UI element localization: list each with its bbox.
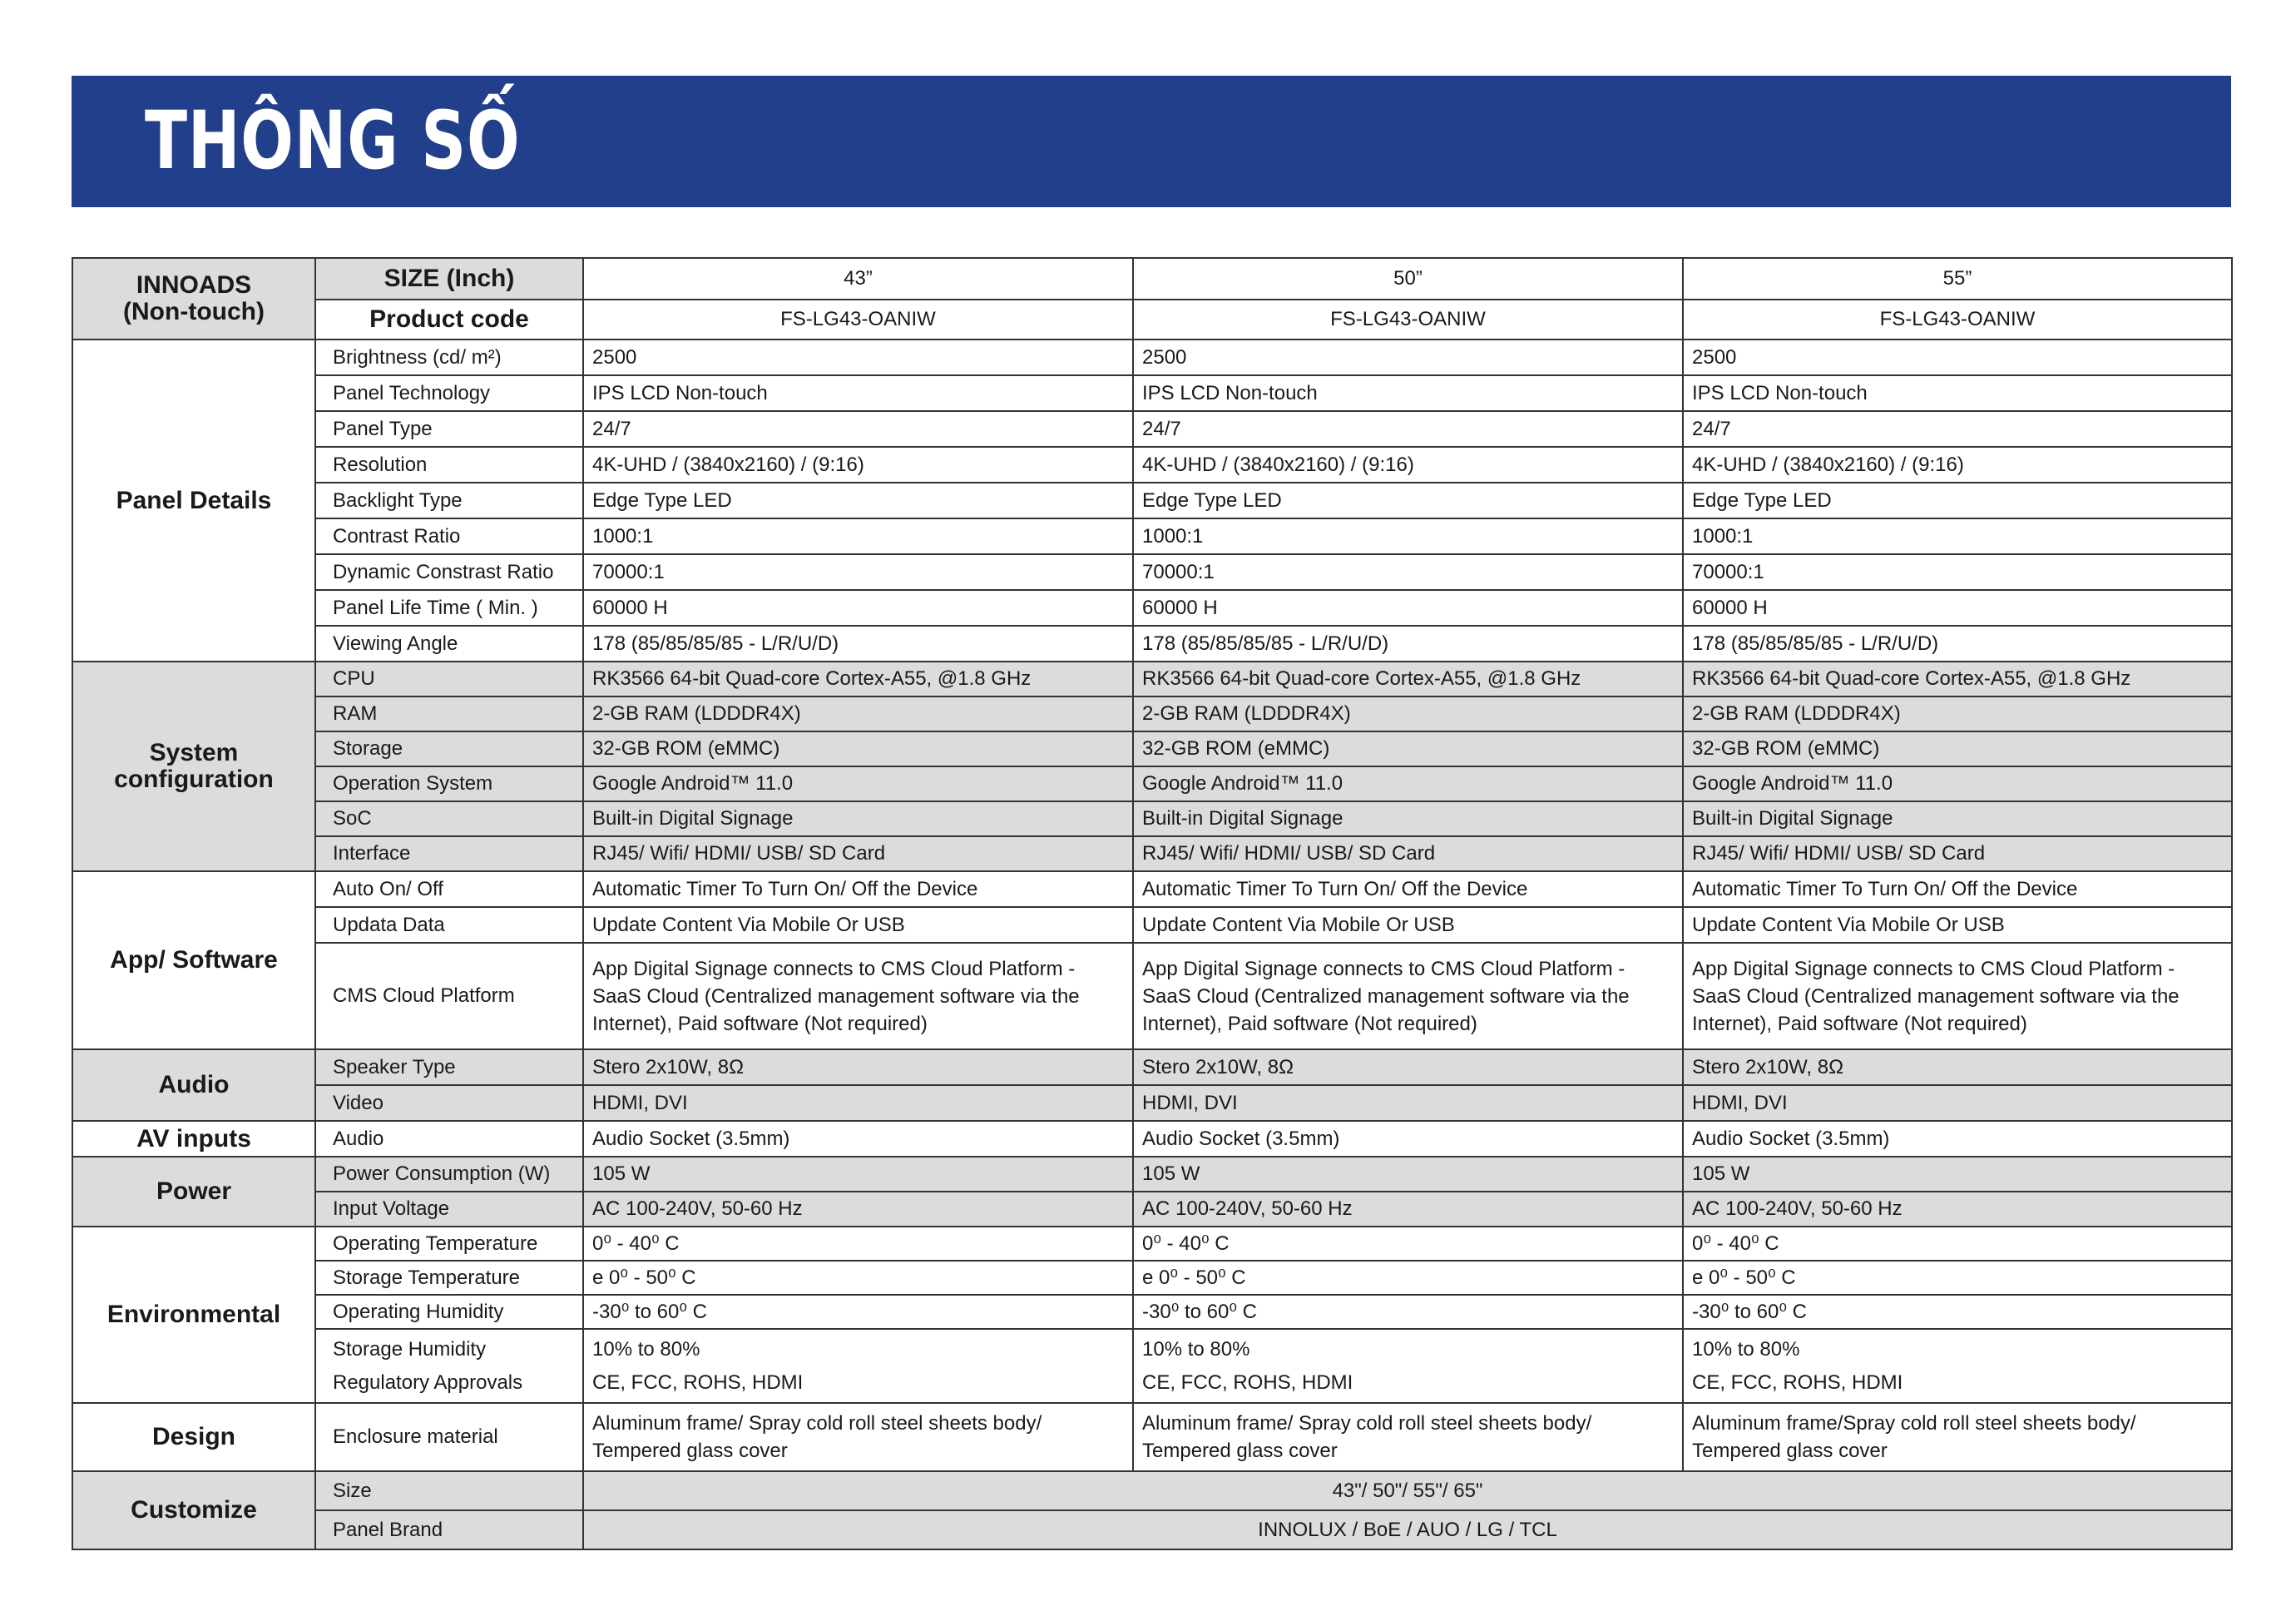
cell-value: 1000:1 (1133, 518, 1683, 554)
cell-value: 105 W (1683, 1157, 2232, 1192)
row-label: Speaker Type (315, 1049, 583, 1085)
cell-value: 43"/ 50"/ 55"/ 65" (583, 1471, 2232, 1510)
row-label-pair (315, 1329, 583, 1403)
row-label: Panel Technology (315, 375, 583, 411)
row-label: Input Voltage (315, 1192, 583, 1227)
cell-value: IPS LCD Non-touch (1683, 375, 2232, 411)
cell-value: 32-GB ROM (eMMC) (583, 731, 1133, 766)
cell-value: RJ45/ Wifi/ HDMI/ USB/ SD Card (1133, 836, 1683, 871)
cell-value: RK3566 64-bit Quad-core Cortex-A55, @1.8 GHz (583, 662, 1133, 696)
cell-value: e 0⁰ - 50⁰ C (583, 1261, 1133, 1295)
brand-subtitle: (Non-touch) (123, 298, 265, 325)
cell-value: 70000:1 (583, 554, 1133, 590)
group-audio: Audio (72, 1049, 315, 1121)
cell-value: RK3566 64-bit Quad-core Cortex-A55, @1.8 GHz (1133, 662, 1683, 696)
cell-value: -30⁰ to 60⁰ C (1683, 1295, 2232, 1329)
cell-value: Stero 2x10W, 8Ω (583, 1049, 1133, 1085)
cell-value: 32-GB ROM (eMMC) (1133, 731, 1683, 766)
cell-value: 0⁰ - 40⁰ C (1133, 1227, 1683, 1261)
cell-value: INNOLUX / BoE / AUO / LG / TCL (583, 1510, 2232, 1549)
row-label: Regulatory Approvals (333, 1371, 523, 1394)
table-row (72, 340, 2232, 375)
cell-value: HDMI, DVI (1133, 1085, 1683, 1121)
row-label: Operation System (315, 766, 583, 801)
cell-value: RK3566 64-bit Quad-core Cortex-A55, @1.8 GHz (1683, 662, 2232, 696)
group-customize: Customize (72, 1471, 315, 1549)
table-row (72, 1295, 2232, 1329)
cell-value: CE, FCC, ROHS, HDMI (1692, 1371, 1903, 1394)
cell-value: CE, FCC, ROHS, HDMI (1142, 1371, 1353, 1394)
table-row (72, 836, 2232, 871)
row-label: Brightness (cd/ m²) (315, 340, 583, 375)
table-row (72, 1121, 2232, 1157)
table-row (72, 1227, 2232, 1261)
cell-value: Google Android™ 11.0 (583, 766, 1133, 801)
table-row (72, 696, 2232, 731)
group-system-line1: System (149, 739, 239, 766)
cell-value: 10% to 80% (1692, 1337, 1800, 1361)
cell-value: AC 100-240V, 50-60 Hz (1683, 1192, 2232, 1227)
cell-value: Automatic Timer To Turn On/ Off the Device (1683, 871, 2232, 907)
row-label: Storage Humidity (333, 1337, 487, 1361)
cell-value: e 0⁰ - 50⁰ C (1683, 1261, 2232, 1295)
row-label: Storage Temperature (315, 1261, 583, 1295)
cell-value: Audio Socket (3.5mm) (583, 1121, 1133, 1157)
table-row (72, 1049, 2232, 1085)
table-row (72, 1510, 2232, 1549)
brand-cell (72, 258, 315, 340)
row-label: Updata Data (315, 907, 583, 943)
cell-value: HDMI, DVI (1683, 1085, 2232, 1121)
size-row (72, 258, 2232, 300)
cell-value: Update Content Via Mobile Or USB (1683, 907, 2232, 943)
cell-value: 2-GB RAM (LDDDR4X) (1133, 696, 1683, 731)
cell-value: Built-in Digital Signage (1133, 801, 1683, 836)
table-row (72, 1157, 2232, 1192)
size-43: 43” (583, 258, 1133, 300)
table-row (72, 447, 2232, 483)
table-row (72, 1329, 2232, 1403)
cell-value: 2-GB RAM (LDDDR4X) (1683, 696, 2232, 731)
cell-value: Edge Type LED (583, 483, 1133, 518)
row-label: Dynamic Constrast Ratio (315, 554, 583, 590)
cell-value: IPS LCD Non-touch (583, 375, 1133, 411)
cell-value: 32-GB ROM (eMMC) (1683, 731, 2232, 766)
cell-value: Aluminum frame/ Spray cold roll steel sheets body/ Tempered glass cover (583, 1403, 1133, 1471)
cell-value-pair (1133, 1329, 1683, 1403)
cell-value: Automatic Timer To Turn On/ Off the Device (1133, 871, 1683, 907)
cell-value: 10% to 80% (592, 1337, 700, 1361)
cell-value: 24/7 (1683, 411, 2232, 447)
row-label: Interface (315, 836, 583, 871)
table-row (72, 518, 2232, 554)
cell-value: Edge Type LED (1133, 483, 1683, 518)
cell-value: e 0⁰ - 50⁰ C (1133, 1261, 1683, 1295)
cell-value: 60000 H (1133, 590, 1683, 626)
cell-value: 178 (85/85/85/85 - L/R/U/D) (583, 626, 1133, 662)
cell-value: 2500 (1683, 340, 2232, 375)
row-label: Auto On/ Off (315, 871, 583, 907)
cell-value: 70000:1 (1133, 554, 1683, 590)
cell-value: Google Android™ 11.0 (1133, 766, 1683, 801)
size-label: SIZE (Inch) (315, 258, 583, 300)
cell-value: 0⁰ - 40⁰ C (583, 1227, 1133, 1261)
row-label: Panel Life Time ( Min. ) (315, 590, 583, 626)
cell-value: Built-in Digital Signage (1683, 801, 2232, 836)
cell-value: Google Android™ 11.0 (1683, 766, 2232, 801)
table-row (72, 907, 2232, 943)
cell-value: 24/7 (1133, 411, 1683, 447)
cell-value: Stero 2x10W, 8Ω (1133, 1049, 1683, 1085)
cell-value: Stero 2x10W, 8Ω (1683, 1049, 2232, 1085)
cell-value: Aluminum frame/Spray cold roll steel sheets body/ Tempered glass cover (1683, 1403, 2232, 1471)
cell-value: 2500 (1133, 340, 1683, 375)
cell-value: HDMI, DVI (583, 1085, 1133, 1121)
cell-value: AC 100-240V, 50-60 Hz (1133, 1192, 1683, 1227)
cell-value: 2-GB RAM (LDDDR4X) (583, 696, 1133, 731)
row-label: RAM (315, 696, 583, 731)
size-50: 50” (1133, 258, 1683, 300)
cell-value: App Digital Signage connects to CMS Cloud Platform - SaaS Cloud (Centralized management software via the Internet), Paid software (Not required) (1683, 943, 2232, 1049)
cell-value: 24/7 (583, 411, 1133, 447)
cell-value-pair (583, 1329, 1133, 1403)
brand-name: INNOADS (136, 271, 252, 299)
table-row (72, 554, 2232, 590)
code-43: FS-LG43-OANIW (583, 300, 1133, 340)
row-label: Enclosure material (315, 1403, 583, 1471)
row-label: CPU (315, 662, 583, 696)
row-label: Viewing Angle (315, 626, 583, 662)
cell-value: Built-in Digital Signage (583, 801, 1133, 836)
table-row (72, 375, 2232, 411)
table-row (72, 801, 2232, 836)
cell-value: -30⁰ to 60⁰ C (583, 1295, 1133, 1329)
cell-value: 105 W (1133, 1157, 1683, 1192)
cell-value: Audio Socket (3.5mm) (1133, 1121, 1683, 1157)
cell-value: IPS LCD Non-touch (1133, 375, 1683, 411)
cell-value: RJ45/ Wifi/ HDMI/ USB/ SD Card (583, 836, 1133, 871)
table-row (72, 662, 2232, 696)
cell-value: CE, FCC, ROHS, HDMI (592, 1371, 804, 1394)
cell-value-pair (1683, 1329, 2232, 1403)
group-app-software: App/ Software (72, 871, 315, 1049)
group-system-line2: configuration (114, 766, 274, 793)
cell-value: 70000:1 (1683, 554, 2232, 590)
cell-value: -30⁰ to 60⁰ C (1133, 1295, 1683, 1329)
table-row (72, 1261, 2232, 1295)
row-label: Audio (315, 1121, 583, 1157)
cell-value: Update Content Via Mobile Or USB (583, 907, 1133, 943)
cell-value: App Digital Signage connects to CMS Cloud Platform - SaaS Cloud (Centralized management software via the Internet), Paid software (Not required) (1133, 943, 1683, 1049)
cell-value: Update Content Via Mobile Or USB (1133, 907, 1683, 943)
cell-value: Automatic Timer To Turn On/ Off the Device (583, 871, 1133, 907)
code-55: FS-LG43-OANIW (1683, 300, 2232, 340)
cell-value: 1000:1 (583, 518, 1133, 554)
cell-value: 0⁰ - 40⁰ C (1683, 1227, 2232, 1261)
cell-value: 4K-UHD / (3840x2160) / (9:16) (583, 447, 1133, 483)
row-label: CMS Cloud Platform (315, 943, 583, 1049)
cell-value: 2500 (583, 340, 1133, 375)
cell-value: 178 (85/85/85/85 - L/R/U/D) (1133, 626, 1683, 662)
group-panel-details: Panel Details (72, 340, 315, 662)
row-label: Resolution (315, 447, 583, 483)
row-label: Backlight Type (315, 483, 583, 518)
size-55: 55” (1683, 258, 2232, 300)
table-row (72, 483, 2232, 518)
table-row (72, 1403, 2232, 1471)
table-row (72, 871, 2232, 907)
row-label: Size (315, 1471, 583, 1510)
table-row (72, 1085, 2232, 1121)
table-row (72, 731, 2232, 766)
table-row (72, 943, 2232, 1049)
table-row (72, 590, 2232, 626)
table-row (72, 1471, 2232, 1510)
cell-value: 4K-UHD / (3840x2160) / (9:16) (1683, 447, 2232, 483)
row-label: Power Consumption (W) (315, 1157, 583, 1192)
cell-value: Aluminum frame/ Spray cold roll steel sheets body/ Tempered glass cover (1133, 1403, 1683, 1471)
cell-value: App Digital Signage connects to CMS Cloud Platform - SaaS Cloud (Centralized management software via the Internet), Paid software (Not required) (583, 943, 1133, 1049)
cell-value: 105 W (583, 1157, 1133, 1192)
table-row (72, 411, 2232, 447)
code-row (72, 300, 2232, 340)
cell-value: AC 100-240V, 50-60 Hz (583, 1192, 1133, 1227)
code-50: FS-LG43-OANIW (1133, 300, 1683, 340)
table-row (72, 766, 2232, 801)
group-system-configuration (72, 662, 315, 871)
cell-value: 10% to 80% (1142, 1337, 1250, 1361)
title-banner (72, 76, 2231, 207)
group-design: Design (72, 1403, 315, 1471)
row-label: Panel Brand (315, 1510, 583, 1549)
row-label: Storage (315, 731, 583, 766)
group-power: Power (72, 1157, 315, 1227)
row-label: SoC (315, 801, 583, 836)
cell-value: RJ45/ Wifi/ HDMI/ USB/ SD Card (1683, 836, 2232, 871)
row-label: Operating Humidity (315, 1295, 583, 1329)
row-label: Panel Type (315, 411, 583, 447)
row-label: Video (315, 1085, 583, 1121)
cell-value: 178 (85/85/85/85 - L/R/U/D) (1683, 626, 2232, 662)
row-label: Contrast Ratio (315, 518, 583, 554)
cell-value: Edge Type LED (1683, 483, 2232, 518)
cell-value: 60000 H (583, 590, 1133, 626)
code-label: Product code (315, 300, 583, 340)
cell-value: Audio Socket (3.5mm) (1683, 1121, 2232, 1157)
group-environmental: Environmental (72, 1227, 315, 1403)
cell-value: 60000 H (1683, 590, 2232, 626)
table-row (72, 1192, 2232, 1227)
cell-value: 4K-UHD / (3840x2160) / (9:16) (1133, 447, 1683, 483)
spec-table (72, 257, 2233, 1550)
row-label: Operating Temperature (315, 1227, 583, 1261)
page-title: THÔNG SỐ (145, 94, 521, 187)
cell-value: 1000:1 (1683, 518, 2232, 554)
group-av-inputs: AV inputs (72, 1121, 315, 1157)
table-row (72, 626, 2232, 662)
